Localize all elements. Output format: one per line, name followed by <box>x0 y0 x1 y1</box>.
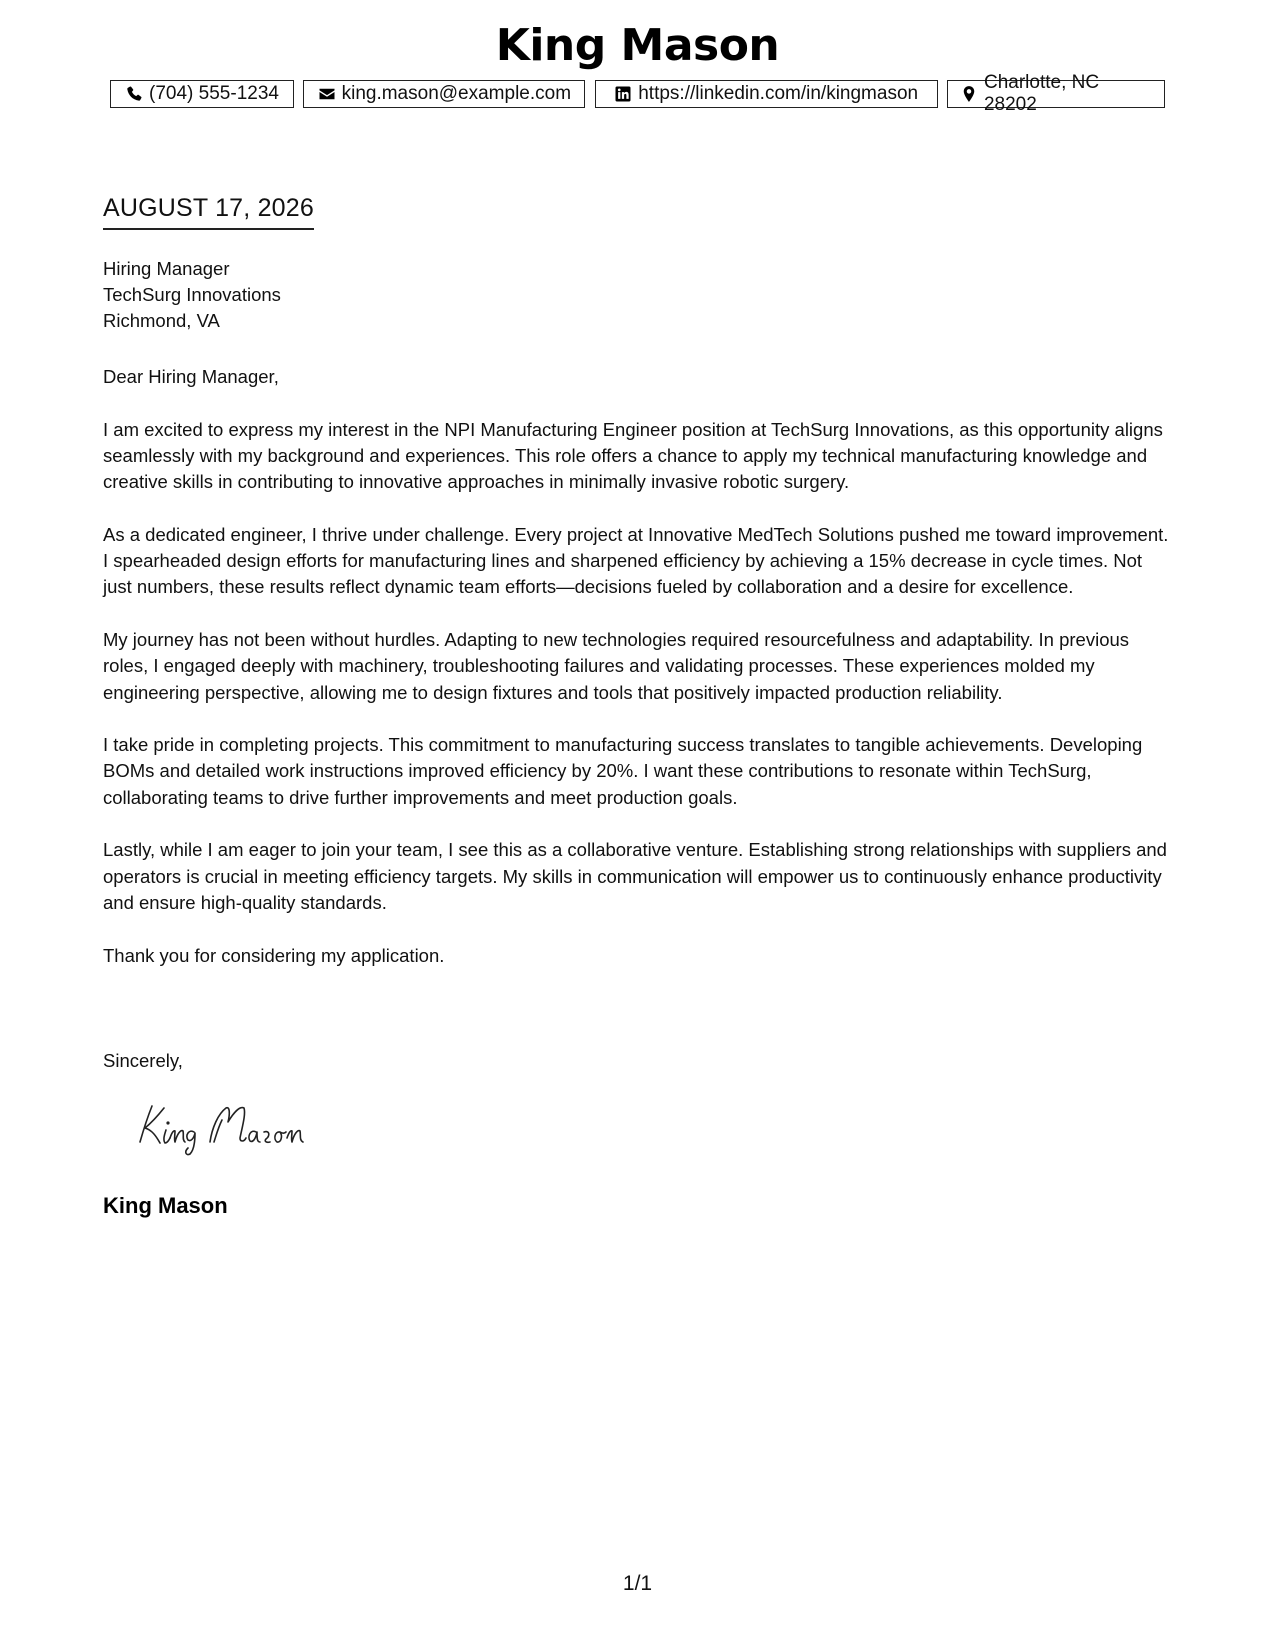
paragraph-1: I am excited to express my interest in the NPI Manufacturing Engineer position at TechSurg Innovations, as this opportunity aligns seamlessly with my background and experiences. This role offers a chance to apply my technical manufacturing knowledge and creative skills in contributing to innovative approaches in minimally invasive robotic surgery. <box>103 418 1163 493</box>
phone-icon <box>125 85 143 103</box>
applicant-name: King Mason <box>495 20 780 71</box>
linkedin-contact <box>595 80 938 108</box>
letter-body <box>103 364 1175 995</box>
contact-info <box>110 72 1165 115</box>
page-number: 1/1 <box>622 1572 653 1595</box>
linkedin-text: https://linkedin.com/in/kingmason <box>638 83 919 104</box>
envelope-icon <box>318 85 336 103</box>
location-contact <box>947 72 1165 115</box>
salutation: Dear Hiring Manager, <box>103 366 279 387</box>
recipient-location: Richmond, VA <box>103 310 220 331</box>
recipient-block <box>103 256 281 334</box>
paragraph-5: Lastly, while I am eager to join your team, I see this as a collaborative venture. Establishing strong relationships with suppliers and operators is crucial in meeting efficiency targets. My skills in communication will empower us to continuously enhance productivity and ensure high-quality standards. <box>103 839 1167 913</box>
phone-contact <box>110 80 294 108</box>
location-text: Charlotte, NC 28202 <box>983 72 1100 115</box>
signer-name: King Mason <box>103 1193 228 1218</box>
handwritten-signature <box>130 1098 340 1158</box>
recipient-title: Hiring Manager <box>103 258 230 279</box>
paragraph-2: As a dedicated engineer, I thrive under challenge. Every project at Innovative MedTech Solutions pushed me toward improvement. I spearheaded design efforts for manufacturing lines and sharpened efficiency by achieving a 15% decrease in cycle times. Not just numbers, these results reflect dynamic team efforts—decisions fueled by collaboration and a desire for excellence. <box>103 523 1169 598</box>
paragraph-3: My journey has not been without hurdles. Adapting to new technologies required resourcefulness and adaptability. In previous roles, I engaged deeply with machinery, troubleshooting failures and validating processes. These experiences molded my engineering perspective, allowing me to design fixtures and tools that positively impacted production reliability. <box>103 628 1130 703</box>
map-marker-icon <box>960 85 978 103</box>
paragraph-6: Thank you for considering my application. <box>103 944 445 966</box>
linkedin-icon <box>614 85 632 103</box>
recipient-company: TechSurg Innovations <box>103 284 281 305</box>
closing: Sincerely, <box>103 1050 183 1071</box>
email-contact <box>303 80 585 108</box>
letter-date: AUGUST 17, 2026 <box>103 194 314 230</box>
phone-text: (704) 555-1234 <box>149 83 279 104</box>
paragraph-4: I take pride in completing projects. This commitment to manufacturing success translates to tangible achievements. Developing BOMs and detailed work instructions improved efficiency by 20%. I want these contributions to resonate within TechSurg, collaborating teams to drive further improvements and meet production goals. <box>103 734 1143 808</box>
email-text: king.mason@example.com <box>341 83 572 104</box>
